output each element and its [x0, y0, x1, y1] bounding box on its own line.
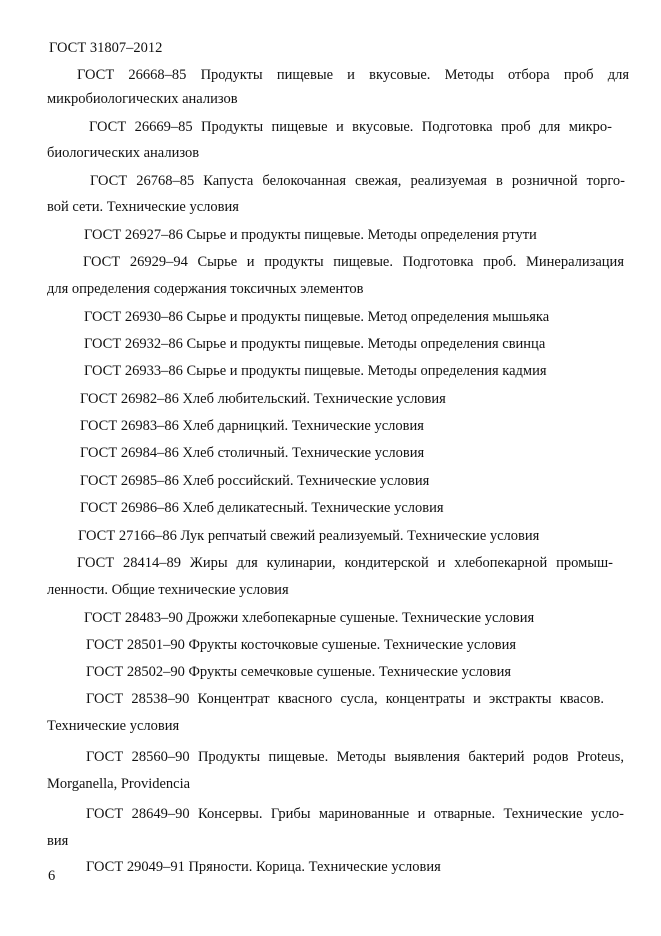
reference-first-line: ГОСТ 26984–86 Хлеб столичный. Технические условия: [80, 445, 425, 461]
reference-first-line: ГОСТ 28560–90 Продукты пищевые. Методы выявления бактерий родов Proteus,: [86, 749, 624, 765]
reference-first-line: ГОСТ 26982–86 Хлеб любительский. Технические условия: [80, 391, 446, 407]
document-code-header: ГОСТ 31807–2012: [49, 40, 163, 56]
reference-first-line: ГОСТ 28501–90 Фрукты косточковые сушеные. Технические условия: [86, 637, 517, 653]
reference-continuation-line: для определения содержания токсичных элементов: [47, 281, 364, 297]
reference-first-line: ГОСТ 26768–85 Капуста белокочанная свежая, реализуемая в розничной торго-: [90, 173, 625, 189]
reference-first-line: ГОСТ 28538–90 Концентрат квасного сусла, концентраты и экстракты квасов.: [86, 691, 604, 707]
reference-continuation-line: Morganella, Providencia: [47, 776, 191, 792]
reference-first-line: ГОСТ 28414–89 Жиры для кулинарии, кондитерской и хлебопекарной промыш-: [77, 555, 613, 571]
reference-continuation-line: вия: [47, 833, 69, 849]
reference-first-line: ГОСТ 26927–86 Сырье и продукты пищевые. Методы определения ртути: [84, 227, 537, 243]
reference-continuation-line: Технические условия: [47, 718, 180, 734]
reference-first-line: ГОСТ 28649–90 Консервы. Грибы маринованные и отварные. Технические усло-: [86, 806, 624, 822]
reference-continuation-line: ленности. Общие технические условия: [47, 582, 289, 598]
reference-first-line: ГОСТ 28483–90 Дрожжи хлебопекарные сушеные. Технические условия: [84, 610, 535, 626]
reference-first-line: ГОСТ 26932–86 Сырье и продукты пищевые. Методы определения свинца: [84, 336, 546, 352]
reference-first-line: ГОСТ 26983–86 Хлеб дарницкий. Технические условия: [80, 418, 424, 434]
reference-first-line: ГОСТ 29049–91 Пряности. Корица. Технические условия: [86, 859, 441, 875]
reference-first-line: ГОСТ 26933–86 Сырье и продукты пищевые. Методы определения кадмия: [84, 363, 547, 379]
reference-first-line: ГОСТ 28502–90 Фрукты семечковые сушеные. Технические условия: [86, 664, 512, 680]
reference-first-line: ГОСТ 26930–86 Сырье и продукты пищевые. Метод определения мышьяка: [84, 309, 550, 325]
reference-first-line: ГОСТ 27166–86 Лук репчатый свежий реализуемый. Технические условия: [78, 528, 540, 544]
page-number: 6: [48, 868, 56, 884]
reference-first-line: ГОСТ 26929–94 Сырье и продукты пищевые. Подготовка проб. Минерализация: [83, 254, 624, 270]
reference-first-line: ГОСТ 26668–85 Продукты пищевые и вкусовые. Методы отбора проб для: [77, 67, 629, 83]
reference-first-line: ГОСТ 26669–85 Продукты пищевые и вкусовые. Подготовка проб для микро-: [89, 119, 612, 135]
reference-first-line: ГОСТ 26985–86 Хлеб российский. Технические условия: [80, 473, 430, 489]
reference-continuation-line: биологических анализов: [47, 145, 200, 161]
reference-continuation-line: микробиологических анализов: [47, 91, 238, 107]
reference-continuation-line: вой сети. Технические условия: [47, 199, 239, 215]
reference-first-line: ГОСТ 26986–86 Хлеб деликатесный. Технические условия: [80, 500, 444, 516]
